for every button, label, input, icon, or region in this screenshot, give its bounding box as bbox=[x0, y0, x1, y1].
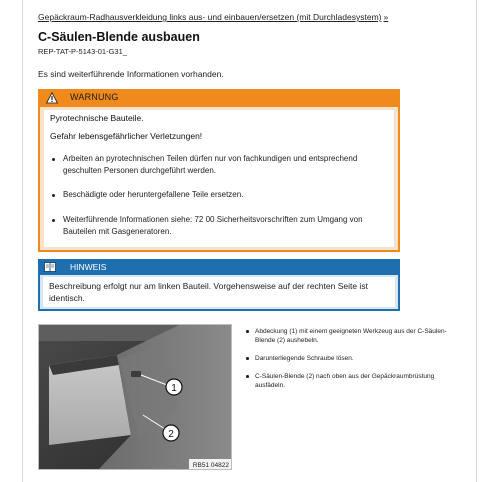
warning-triangle-icon bbox=[46, 92, 58, 104]
bullet-dot-icon bbox=[246, 375, 249, 378]
warning-bullet-text: Weiterführende Informationen siehe: 72 00 Sicherheitsvorschriften zum Umgang von Bauteilen mit Gasgeneratoren. bbox=[63, 215, 363, 236]
warning-header bbox=[38, 89, 400, 107]
warning-bullet bbox=[52, 153, 388, 177]
bullet-dot-icon bbox=[246, 357, 249, 360]
book-icon bbox=[44, 262, 56, 272]
bullet-dot-icon bbox=[52, 219, 55, 222]
reference-code: REP-TAT-P-5143-01-G31_ bbox=[38, 47, 127, 56]
hint-label: HINWEIS bbox=[70, 262, 107, 272]
breadcrumb-separator: » bbox=[383, 12, 389, 22]
page-frame-left bbox=[22, 0, 23, 482]
breadcrumb-link[interactable] bbox=[38, 12, 388, 22]
info-notice: Es sind weiterführende Informationen vorhanden. bbox=[38, 69, 224, 79]
warning-subheading: Gefahr lebensgefährlicher Verletzungen! bbox=[50, 131, 203, 141]
warning-heading: Pyrotechnische Bauteile. bbox=[50, 113, 144, 123]
step-text: C-Säulen-Blende (2) nach oben aus der Gepäckraumbrüstung ausfädeln. bbox=[255, 373, 435, 389]
callout-2: 2 bbox=[168, 429, 174, 440]
figure-code: RB51 04822 bbox=[192, 462, 229, 469]
step-item bbox=[246, 327, 452, 345]
page-frame-right bbox=[476, 0, 477, 482]
c-pillar-photo bbox=[39, 325, 231, 469]
hint-content bbox=[43, 277, 395, 307]
bullet-dot-icon bbox=[52, 194, 55, 197]
breadcrumb-text[interactable]: Gepäckraum-Radhausverkleidung links aus- und einbauen/ersetzen (mit Durchladesystem) bbox=[38, 12, 382, 22]
bullet-dot-icon bbox=[52, 158, 55, 161]
step-item bbox=[246, 372, 452, 390]
page-title: C-Säulen-Blende ausbauen bbox=[38, 30, 200, 44]
warning-bullet bbox=[52, 189, 388, 201]
step-text: Darunterliegende Schraube lösen. bbox=[255, 355, 354, 362]
warning-bullet-text: Arbeiten an pyrotechnischen Teilen dürfen nur von fachkundigen und entsprechend geschulten Personen durchgeführt werden. bbox=[63, 154, 358, 175]
warning-content bbox=[44, 110, 394, 247]
step-item bbox=[246, 354, 452, 363]
warning-label: WARNUNG bbox=[70, 92, 119, 102]
warning-bullet bbox=[52, 214, 388, 238]
step-text: Abdeckung (1) mit einem geeigneten Werkzeug aus der C-Säulen-Blende (2) aushebeln. bbox=[255, 328, 447, 344]
hint-header bbox=[38, 259, 400, 275]
warning-bullet-text: Beschädigte oder heruntergefallene Teile ersetzen. bbox=[63, 190, 244, 199]
instruction-steps bbox=[246, 327, 452, 399]
bullet-dot-icon bbox=[246, 330, 249, 333]
callout-1: 1 bbox=[171, 383, 177, 394]
hint-text: Beschreibung erfolgt nur am linken Bauteil. Vorgehensweise auf der rechten Seite ist identisch. bbox=[49, 281, 368, 303]
